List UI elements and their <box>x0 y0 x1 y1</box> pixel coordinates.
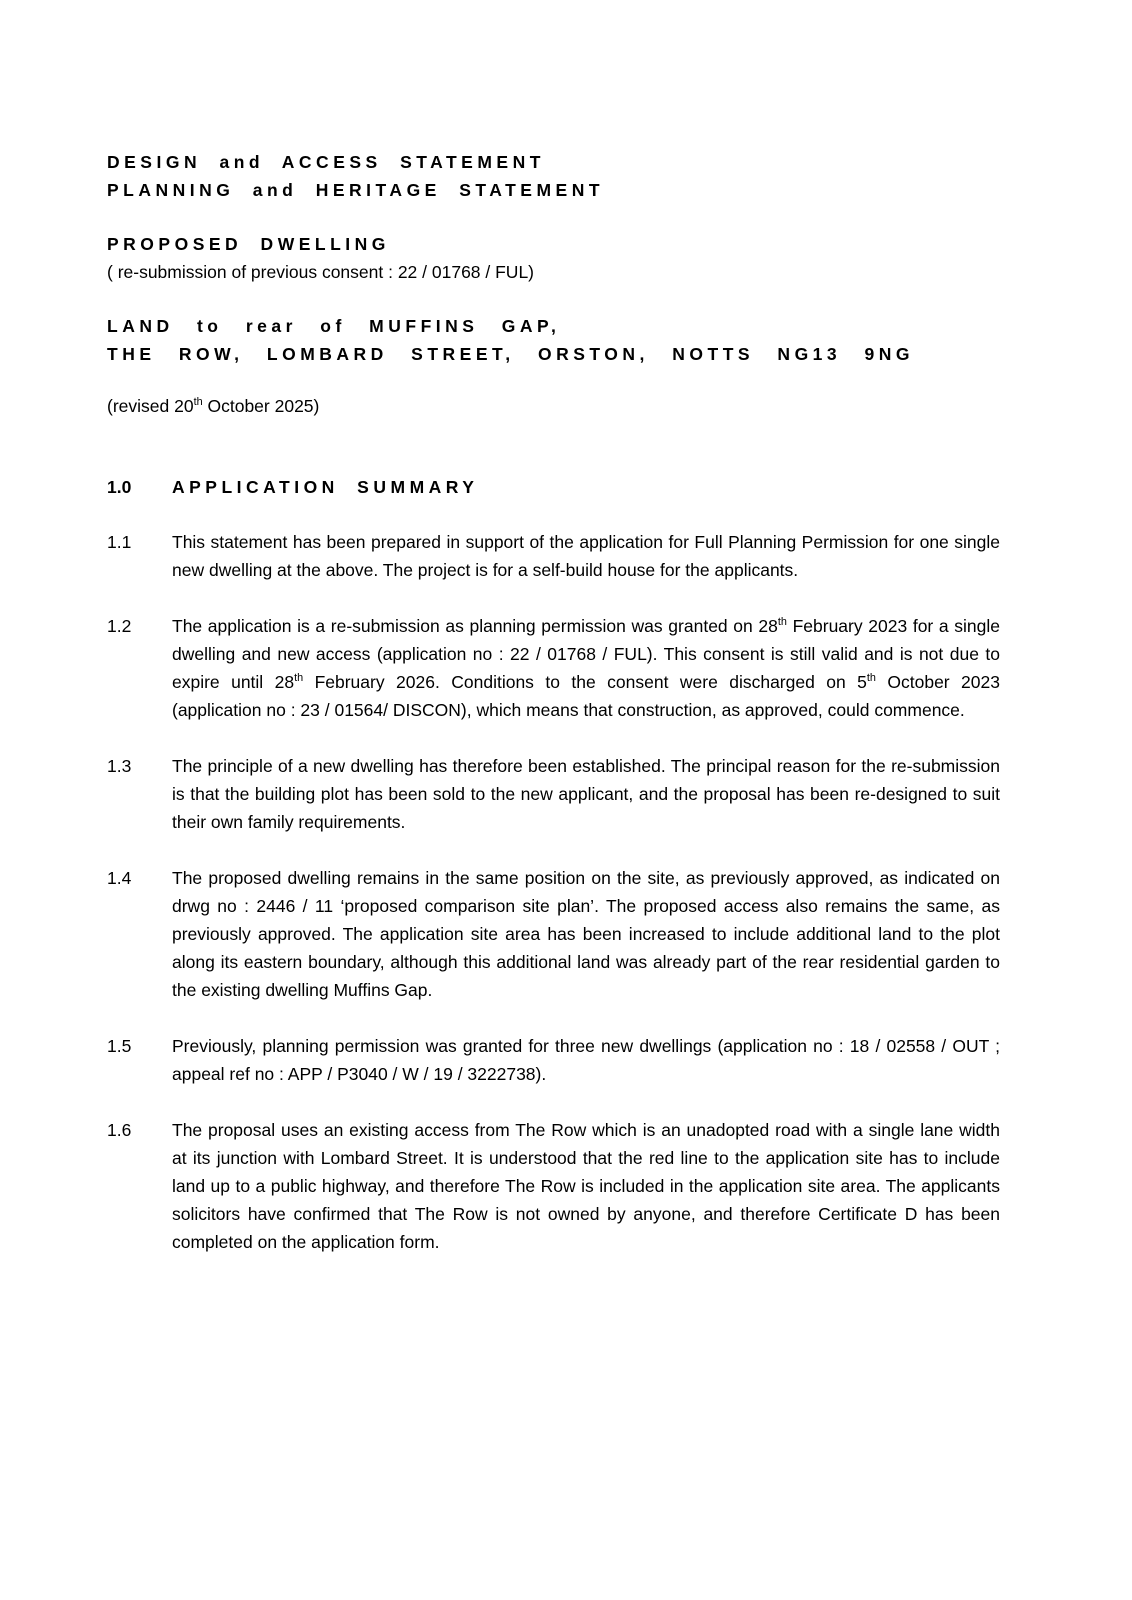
paragraph-number: 1.1 <box>107 532 132 552</box>
proposal-block <box>107 230 1000 286</box>
text-segment: The principle of a new dwelling has therefore been established. The principal reason for the re-submission is that the building plot has been sold to the new applicant, and the proposal has been re-designed to suit their own family requirements. <box>172 756 1000 832</box>
text-segment: (revised 20 <box>107 396 194 416</box>
revised-date-line <box>107 392 1000 420</box>
text-segment: February 2026. Conditions to the consent were discharged on 5 <box>303 672 867 692</box>
superscript-text: th <box>193 396 203 409</box>
text-segment: October 2025) <box>202 396 320 416</box>
text-segment: The proposed dwelling remains in the same position on the site, as previously approved, as indicated on drwg no : 2446 / 11 ‘proposed comparison site plan’. The proposed access also remains the same, as previously approved. The application site area has been increased to include additional land to the plot along its eastern boundary, although this additional land was already part of the rear residential garden to the existing dwelling Muffins Gap. <box>172 868 1000 1000</box>
superscript-text: th <box>777 616 787 629</box>
paragraph-number: 1.6 <box>107 1120 132 1140</box>
paragraph-text <box>172 612 1000 724</box>
superscript-text: th <box>294 672 304 685</box>
section-number: 1.0 <box>107 477 132 497</box>
text-segment: The application is a re-submission as planning permission was granted on 28 <box>172 616 778 636</box>
paragraph-text <box>172 752 1000 836</box>
paragraph-number: 1.2 <box>107 616 132 636</box>
site-address-line1: LAND to rear of MUFFINS GAP, <box>107 316 561 336</box>
text-segment: This statement has been prepared in support of the application for Full Planning Permission for one single new dwelling at the above. The project is for a self-build house for the applicants. <box>172 532 1000 580</box>
text-segment: February 2023 for a single dwelling and new access (application no : 22 / 01768 / FUL). This consent is still valid and is not due to expire until 28 <box>172 616 1000 692</box>
superscript-text: th <box>866 672 876 685</box>
paragraph-number: 1.3 <box>107 756 132 776</box>
document-title-block <box>107 148 1000 204</box>
paragraph-text <box>172 1116 1000 1256</box>
paragraph-list <box>107 528 1000 1256</box>
paragraph <box>107 864 1000 1004</box>
application-summary-section <box>107 473 1000 1256</box>
document-title-line2: PLANNING and HERITAGE STATEMENT <box>107 180 605 200</box>
paragraph <box>107 528 1000 584</box>
text-segment: Previously, planning permission was granted for three new dwellings (application no : 18 / 02558 / OUT ; appeal ref no : APP / P3040 / W / 19 / 3222738). <box>172 1036 1000 1084</box>
paragraph <box>107 1116 1000 1256</box>
paragraph-number: 1.4 <box>107 868 132 888</box>
paragraph-number: 1.5 <box>107 1036 132 1056</box>
paragraph-text <box>172 528 1000 584</box>
text-segment: October 2023 (application no : 23 / 01564/ DISCON), which means that construction, as approved, could commence. <box>172 672 1000 720</box>
site-address-line2: THE ROW, LOMBARD STREET, ORSTON, NOTTS NG13 9NG <box>107 344 914 364</box>
paragraph <box>107 612 1000 724</box>
paragraph-text <box>172 864 1000 1004</box>
paragraph <box>107 752 1000 836</box>
site-address-block <box>107 312 1000 368</box>
text-segment: The proposal uses an existing access from The Row which is an unadopted road with a single lane width at its junction with Lombard Street. It is understood that the red line to the application site has to include land up to a public highway, and therefore The Row is included in the application site area. The applicants solicitors have confirmed that The Row is not owned by anyone, and therefore Certificate D has been completed on the application form. <box>172 1120 1000 1252</box>
paragraph-text <box>172 1032 1000 1088</box>
document-title-line1: DESIGN and ACCESS STATEMENT <box>107 152 545 172</box>
section-title: APPLICATION SUMMARY <box>172 477 479 497</box>
section-heading <box>107 473 1000 501</box>
proposal-heading: PROPOSED DWELLING <box>107 234 390 254</box>
proposal-subtext: ( re-submission of previous consent : 22 / 01768 / FUL) <box>107 262 535 282</box>
paragraph <box>107 1032 1000 1088</box>
